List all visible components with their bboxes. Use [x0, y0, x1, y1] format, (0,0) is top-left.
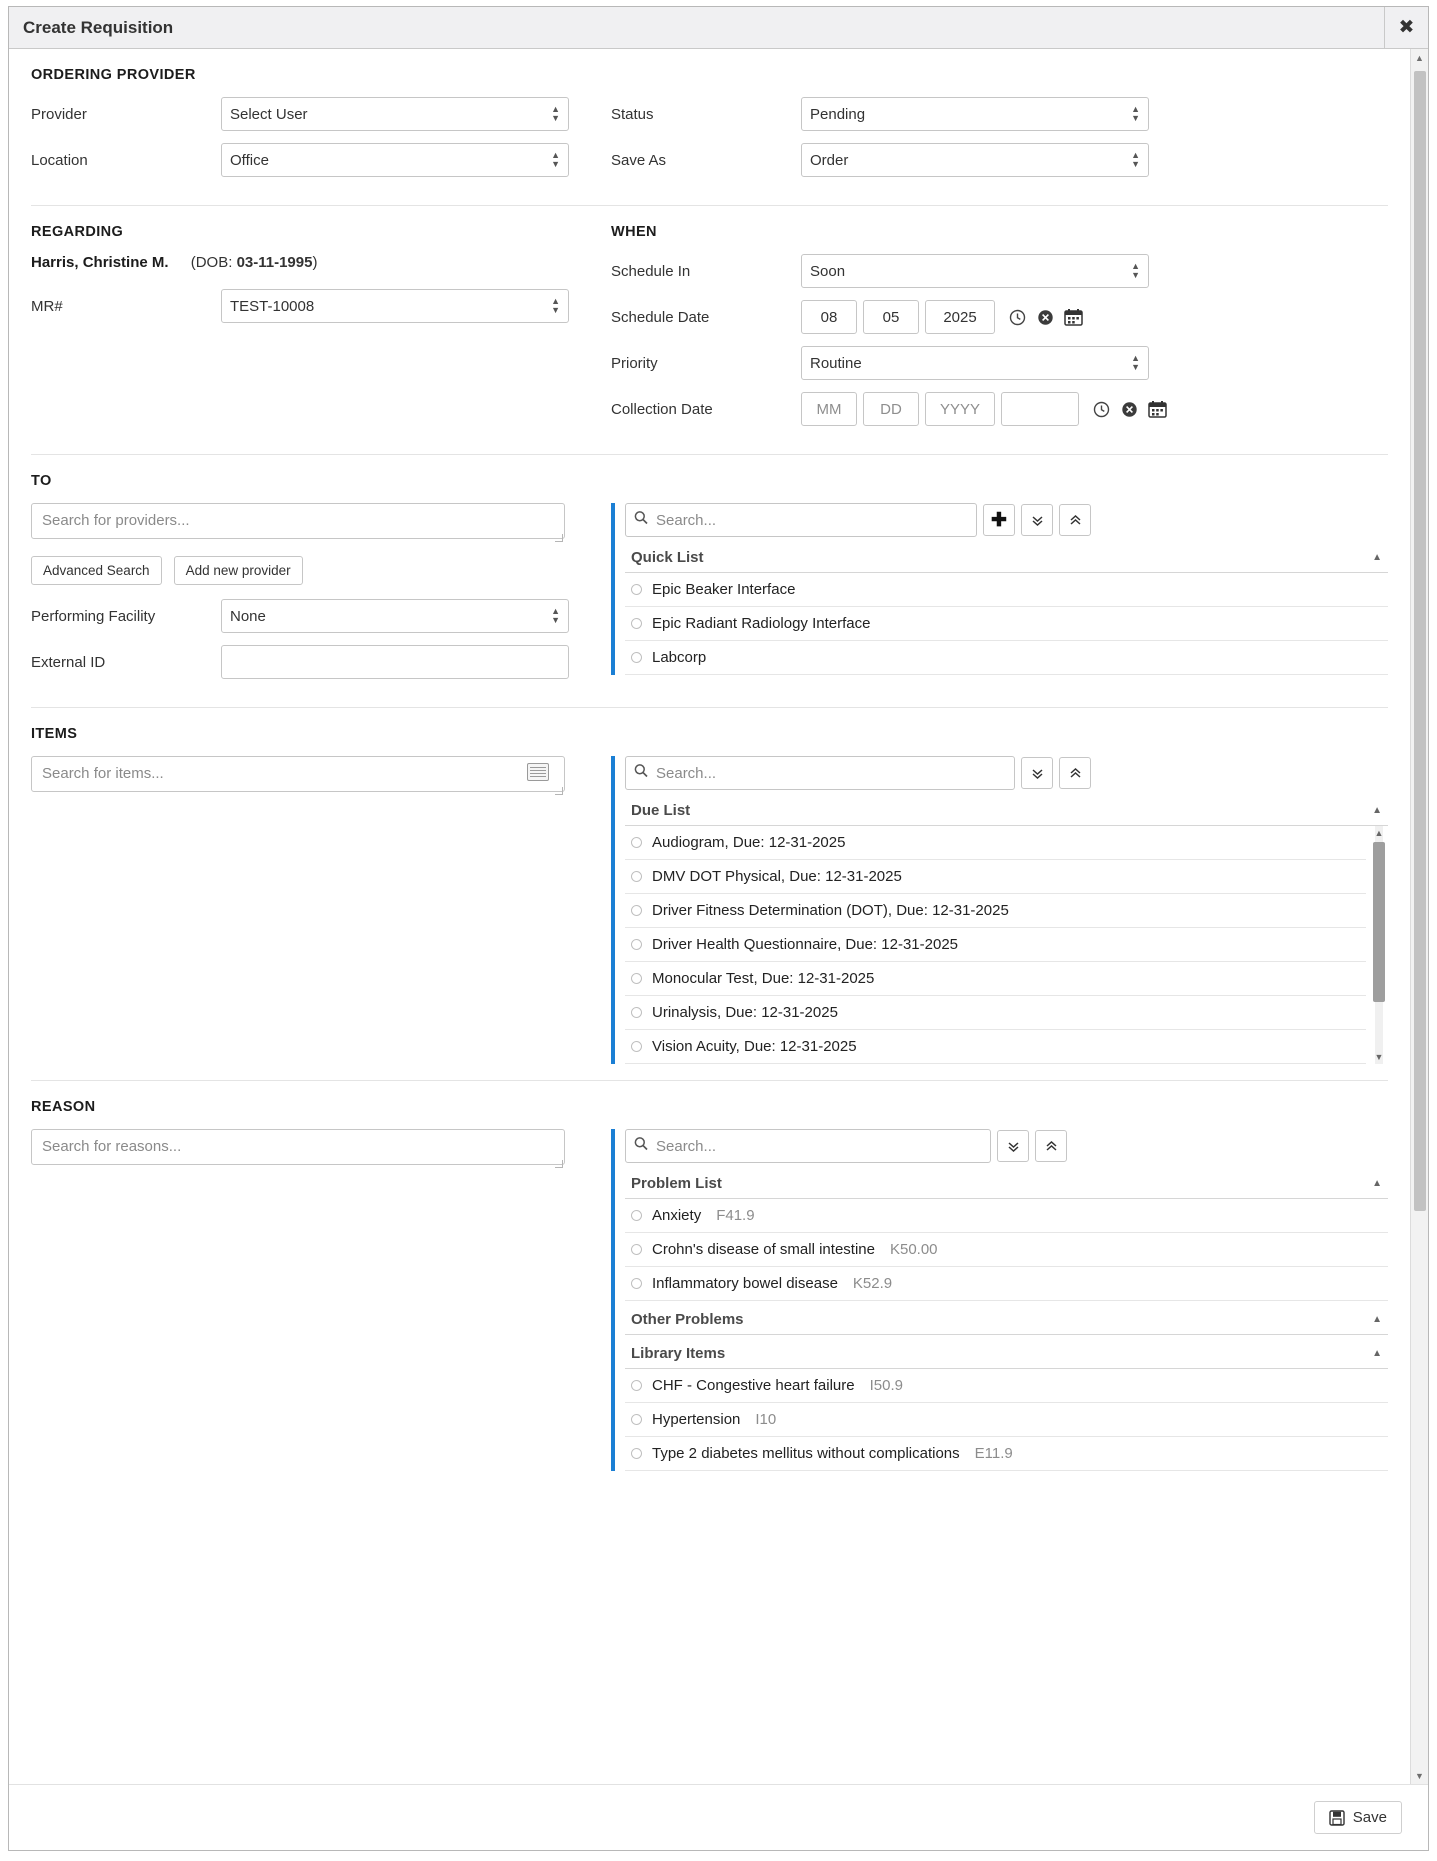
collapse-all-icon[interactable]	[1035, 1130, 1067, 1162]
radio-icon[interactable]	[631, 1414, 642, 1425]
reason-panel-search[interactable]	[625, 1129, 991, 1163]
calendar-icon[interactable]	[1061, 305, 1085, 329]
list-item-label: Hypertension	[652, 1411, 741, 1428]
priority-label: Priority	[611, 354, 658, 372]
page-title: Create Requisition	[23, 17, 174, 37]
collection-date-year-input[interactable]	[925, 392, 995, 426]
list-item-label: CHF - Congestive heart failure	[652, 1377, 855, 1394]
provider-search-input[interactable]	[31, 503, 565, 539]
resize-grip[interactable]	[555, 1160, 563, 1168]
radio-icon[interactable]	[631, 1244, 642, 1255]
list-item-code: I50.9	[869, 1377, 903, 1394]
radio-icon[interactable]	[631, 871, 642, 882]
list-item-label: Monocular Test, Due: 12-31-2025	[652, 970, 875, 987]
list-item-label: Urinalysis, Due: 12-31-2025	[652, 1004, 838, 1021]
performing-facility-label: Performing Facility	[31, 607, 156, 625]
dialog-scroll-content	[9, 49, 1410, 1784]
chevron-updown-icon: ▲ ▼	[1131, 261, 1140, 280]
advanced-search-button[interactable]: Advanced Search	[31, 556, 162, 585]
dialog-titlebar	[9, 7, 1428, 49]
expand-all-icon[interactable]	[1021, 757, 1053, 789]
section-regarding-when	[31, 206, 1388, 455]
patient-name: Harris, Christine M.	[31, 254, 169, 271]
list-item-label: Driver Fitness Determination (DOT), Due: 12-31-2025	[652, 902, 1009, 919]
due-list-scrollbar[interactable]	[1372, 826, 1386, 1064]
problem-list-header[interactable]	[625, 1171, 1388, 1199]
to-quick-list-panel	[611, 503, 1388, 675]
collection-date-day-input[interactable]	[863, 392, 919, 426]
reason-panel-search-input[interactable]	[654, 1137, 990, 1156]
list-picker-icon[interactable]	[527, 763, 549, 781]
provider-label: Provider	[31, 105, 87, 123]
radio-icon[interactable]	[631, 1380, 642, 1391]
scroll-down-icon[interactable]: ▼	[1374, 1052, 1384, 1062]
list-item[interactable]	[625, 607, 1388, 641]
expand-all-icon[interactable]	[997, 1130, 1029, 1162]
resize-grip[interactable]	[555, 787, 563, 795]
radio-icon[interactable]	[631, 1007, 642, 1018]
section-reason	[31, 1081, 1388, 1487]
field-status	[611, 97, 1388, 131]
collapse-all-icon[interactable]	[1059, 757, 1091, 789]
chevron-up-icon: ▲	[1372, 1348, 1382, 1359]
due-list-header[interactable]	[625, 798, 1388, 826]
field-schedule-date	[611, 300, 1388, 334]
schedule-in-select[interactable]	[801, 254, 1149, 288]
items-panel-search[interactable]	[625, 756, 1015, 790]
list-item[interactable]	[625, 996, 1366, 1030]
chevron-updown-icon: ▲ ▼	[551, 150, 560, 169]
quick-list-items	[625, 573, 1388, 675]
clock-icon[interactable]	[1005, 305, 1029, 329]
items-panel-search-input[interactable]	[654, 764, 1014, 783]
list-item-label: Audiogram, Due: 12-31-2025	[652, 834, 846, 851]
chevron-updown-icon: ▲ ▼	[551, 296, 560, 315]
list-item[interactable]	[625, 1369, 1388, 1403]
list-item[interactable]	[625, 894, 1366, 928]
dialog-footer	[9, 1784, 1428, 1850]
priority-select[interactable]	[801, 346, 1149, 380]
expand-all-icon[interactable]	[1021, 504, 1053, 536]
section-ordering-provider	[31, 49, 1388, 206]
scroll-up-icon[interactable]: ▲	[1411, 49, 1428, 66]
schedule-date-month-input[interactable]	[801, 300, 857, 334]
calendar-icon[interactable]	[1145, 397, 1169, 421]
field-external-id	[31, 645, 611, 679]
list-item[interactable]	[625, 641, 1388, 675]
status-label: Status	[611, 105, 654, 123]
patient-summary	[31, 254, 611, 271]
save-button-label: Save	[1352, 1809, 1387, 1826]
due-list-items	[625, 826, 1388, 1064]
dialog-body	[9, 49, 1428, 1784]
collection-date-label: Collection Date	[611, 400, 713, 418]
radio-icon[interactable]	[631, 973, 642, 984]
chevron-updown-icon: ▲ ▼	[551, 606, 560, 625]
scroll-up-icon[interactable]: ▲	[1374, 828, 1384, 838]
clock-icon[interactable]	[1089, 397, 1113, 421]
search-icon	[634, 764, 648, 783]
list-item-label: Epic Radiant Radiology Interface	[652, 615, 871, 632]
provider-search-wrap	[31, 503, 565, 544]
due-list-title: Due List	[631, 802, 691, 819]
library-items-header[interactable]	[625, 1341, 1388, 1369]
search-icon	[634, 511, 648, 530]
section-title-reason: REASON	[31, 1099, 96, 1115]
list-item-code: I10	[755, 1411, 777, 1428]
items-panel-header	[625, 756, 1388, 790]
list-item-label: Vision Acuity, Due: 12-31-2025	[652, 1038, 857, 1055]
list-item-code: E11.9	[974, 1445, 1013, 1462]
list-item[interactable]	[625, 573, 1388, 607]
list-item-code: K52.9	[852, 1275, 893, 1292]
chevron-updown-icon: ▲ ▼	[1131, 104, 1140, 123]
radio-icon[interactable]	[631, 1278, 642, 1289]
items-search-input[interactable]	[31, 756, 565, 792]
field-save-as	[611, 143, 1388, 177]
quick-list-title: Quick List	[631, 549, 704, 566]
scroll-down-icon[interactable]: ▼	[1411, 1767, 1428, 1784]
field-performing-facility	[31, 599, 611, 633]
list-item[interactable]	[625, 928, 1366, 962]
list-item[interactable]	[625, 962, 1366, 996]
external-id-label: External ID	[31, 653, 106, 671]
collection-time-input[interactable]	[1001, 392, 1079, 426]
schedule-date-year-input[interactable]	[925, 300, 995, 334]
list-item-code: K50.00	[889, 1241, 938, 1258]
radio-icon[interactable]	[631, 905, 642, 916]
list-item[interactable]	[625, 860, 1366, 894]
reason-search-input[interactable]	[31, 1129, 565, 1165]
problem-list-title: Problem List	[631, 1175, 722, 1192]
chevron-up-icon: ▲	[1372, 1178, 1382, 1189]
chevron-updown-icon: ▲ ▼	[1131, 353, 1140, 372]
field-provider	[31, 97, 611, 131]
reason-panel-header	[625, 1129, 1388, 1163]
list-item-label: Epic Beaker Interface	[652, 581, 796, 598]
list-item-label: Anxiety	[652, 1207, 702, 1224]
list-item[interactable]	[625, 1437, 1388, 1471]
list-item-label: DMV DOT Physical, Due: 12-31-2025	[652, 868, 902, 885]
list-item[interactable]	[625, 1267, 1388, 1301]
location-label: Location	[31, 151, 88, 169]
radio-icon[interactable]	[631, 618, 642, 629]
to-panel-search[interactable]	[625, 503, 977, 537]
scrollbar-thumb[interactable]	[1373, 842, 1385, 1002]
radio-icon[interactable]	[631, 1210, 642, 1221]
section-items	[31, 708, 1388, 1081]
list-item[interactable]	[625, 1030, 1366, 1064]
add-recipient-icon[interactable]: ✚	[983, 504, 1015, 536]
chevron-up-icon: ▲	[1372, 1314, 1382, 1325]
list-item-label: Crohn's disease of small intestine	[652, 1241, 875, 1258]
save-button[interactable]	[1314, 1801, 1402, 1834]
clear-date-icon[interactable]	[1117, 397, 1141, 421]
patient-dob	[191, 254, 318, 271]
mr-select[interactable]	[221, 289, 569, 323]
list-item-label: Inflammatory bowel disease	[652, 1275, 838, 1292]
to-panel-header	[625, 503, 1388, 537]
library-items-title: Library Items	[631, 1345, 726, 1362]
problem-list-items	[625, 1199, 1388, 1301]
chevron-updown-icon: ▲ ▼	[551, 104, 560, 123]
list-item[interactable]	[625, 826, 1366, 860]
scrollbar-thumb[interactable]	[1414, 71, 1426, 1211]
section-title-ordering-provider: ORDERING PROVIDER	[31, 67, 196, 83]
field-collection-date	[611, 392, 1388, 426]
radio-icon[interactable]	[631, 584, 642, 595]
create-requisition-dialog	[8, 6, 1429, 1851]
add-new-provider-button[interactable]: Add new provider	[174, 556, 303, 585]
field-mr-number	[31, 289, 611, 323]
mr-label: MR#	[31, 297, 63, 315]
section-title-regarding: REGARDING	[31, 224, 124, 240]
save-as-label: Save As	[611, 151, 667, 169]
list-item-label: Driver Health Questionnaire, Due: 12-31-2025	[652, 936, 958, 953]
collection-date-month-input[interactable]	[801, 392, 857, 426]
resize-grip[interactable]	[555, 534, 563, 542]
chevron-up-icon: ▲	[1372, 805, 1382, 816]
dialog-scrollbar[interactable]	[1410, 49, 1428, 1784]
save-as-select[interactable]	[801, 143, 1149, 177]
close-icon[interactable]: ✖	[1384, 7, 1428, 48]
list-item[interactable]	[625, 1403, 1388, 1437]
performing-facility-select[interactable]	[221, 599, 569, 633]
reason-search-wrap	[31, 1129, 565, 1170]
quick-list-header[interactable]	[625, 545, 1388, 573]
chevron-updown-icon: ▲ ▼	[1131, 150, 1140, 169]
chevron-up-icon: ▲	[1372, 552, 1382, 563]
radio-icon[interactable]	[631, 837, 642, 848]
dob-value: 03-11-1995	[236, 254, 313, 271]
schedule-date-day-input[interactable]	[863, 300, 919, 334]
list-item[interactable]	[625, 1233, 1388, 1267]
status-select[interactable]	[801, 97, 1149, 131]
dob-prefix: (DOB:	[190, 254, 233, 271]
list-item-label: Labcorp	[652, 649, 707, 666]
collapse-all-icon[interactable]	[1059, 504, 1091, 536]
list-item-label: Type 2 diabetes mellitus without complications	[652, 1445, 960, 1462]
external-id-input[interactable]	[221, 645, 569, 679]
schedule-in-label: Schedule In	[611, 262, 691, 280]
search-icon	[634, 1137, 648, 1156]
list-item-code: F41.9	[716, 1207, 755, 1224]
radio-icon[interactable]	[631, 652, 642, 663]
provider-select[interactable]	[221, 97, 569, 131]
location-select[interactable]	[221, 143, 569, 177]
section-to	[31, 455, 1388, 708]
radio-icon[interactable]	[631, 1041, 642, 1052]
radio-icon[interactable]	[631, 1448, 642, 1459]
other-problems-header[interactable]	[625, 1307, 1388, 1335]
library-items-list	[625, 1369, 1388, 1471]
section-title-items: ITEMS	[31, 726, 78, 742]
reason-problem-list-panel	[611, 1129, 1388, 1471]
to-buttons	[31, 556, 611, 585]
field-priority	[611, 346, 1388, 380]
section-title-to: TO	[31, 473, 52, 489]
other-problems-title: Other Problems	[631, 1311, 744, 1328]
items-search-wrap	[31, 756, 565, 797]
save-icon	[1329, 1810, 1345, 1826]
field-schedule-in	[611, 254, 1388, 288]
to-panel-search-input[interactable]	[654, 511, 976, 530]
field-location	[31, 143, 611, 177]
radio-icon[interactable]	[631, 939, 642, 950]
dob-suffix: )	[312, 254, 318, 271]
clear-date-icon[interactable]	[1033, 305, 1057, 329]
schedule-date-label: Schedule Date	[611, 308, 710, 326]
list-item[interactable]	[625, 1199, 1388, 1233]
section-title-when: WHEN	[611, 224, 657, 240]
items-due-list-panel	[611, 756, 1388, 1064]
